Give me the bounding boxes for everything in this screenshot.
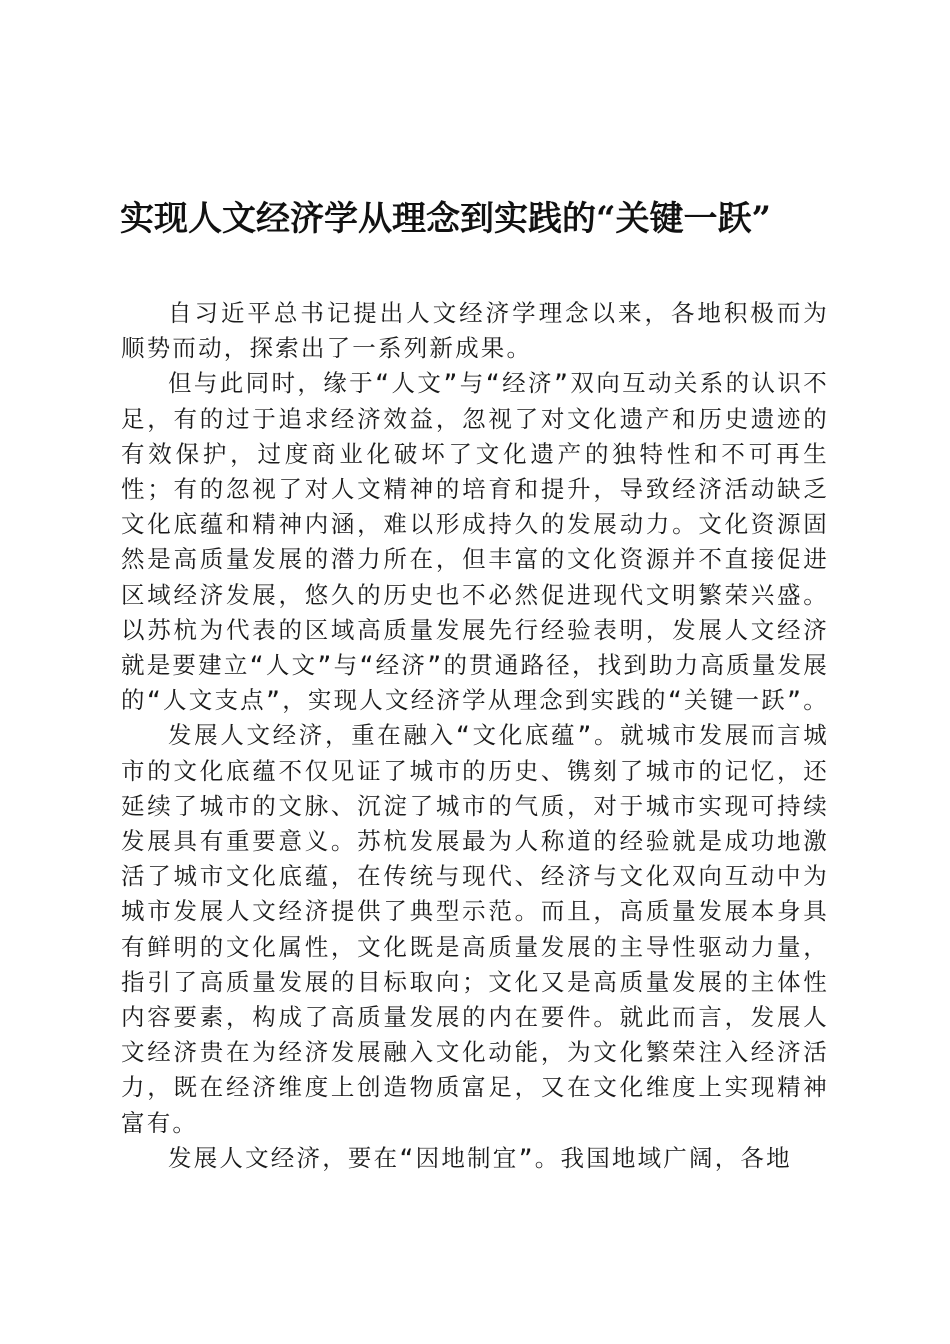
paragraph-3: 发展人文经济，重在融入“文化底蕴”。就城市发展而言城市的文化底蕴不仅见证了城市的历史、镌刻了城市的记忆，还延续了城市的文脉、沉淀了城市的气质，对于城市实现可持续发展具有重要意义。苏杭发展最为人称道的经验就是成功地激活了城市文化底蕴，在传统与现代、经济与文化双向互动中为城市发展人文经济提供了典型示范。而且，高质量发展本身具有鲜明的文化属性，文化既是高质量发展的主导性驱动力量，指引了高质量发展的目标取向；文化又是高质量发展的主体性内容要素，构成了高质量发展的内在要件。就此而言，发展人文经济贵在为经济发展融入文化动能，为文化繁荣注入经济活力，既在经济维度上创造物质富足，又在文化维度上实现精神富有。 [121,721,829,1137]
article-body [121,296,829,1176]
paragraph-4: 发展人文经济，要在“因地制宜”。我国地域广阔，各地 [168,1143,792,1172]
paragraph-1: 自习近平总书记提出人文经济学理念以来，各地积极而为顺势而动，探索出了一系列新成果。 [121,299,829,363]
article-title: 实现人文经济学从理念到实践的“关键一跃” [120,199,772,239]
paragraph-2: 但与此同时，缘于“人文”与“经济”双向互动关系的认识不足，有的过于追求经济效益，忽视了对文化遗产和历史遗迹的有效保护，过度商业化破坏了文化遗产的独特性和不可再生性；有的忽视了对人文精神的培育和提升，导致经济活动缺乏文化底蕴和精神内涵，难以形成持久的发展动力。文化资源固然是高质量发展的潜力所在，但丰富的文化资源并不直接促进区域经济发展，悠久的历史也不必然促进现代文明繁荣兴盛。以苏杭为代表的区域高质量发展先行经验表明，发展人文经济就是要建立“人文”与“经济”的贯通路径，找到助力高质量发展的“人文支点”，实现人文经济学从理念到实践的“关键一跃”。 [121,369,829,715]
